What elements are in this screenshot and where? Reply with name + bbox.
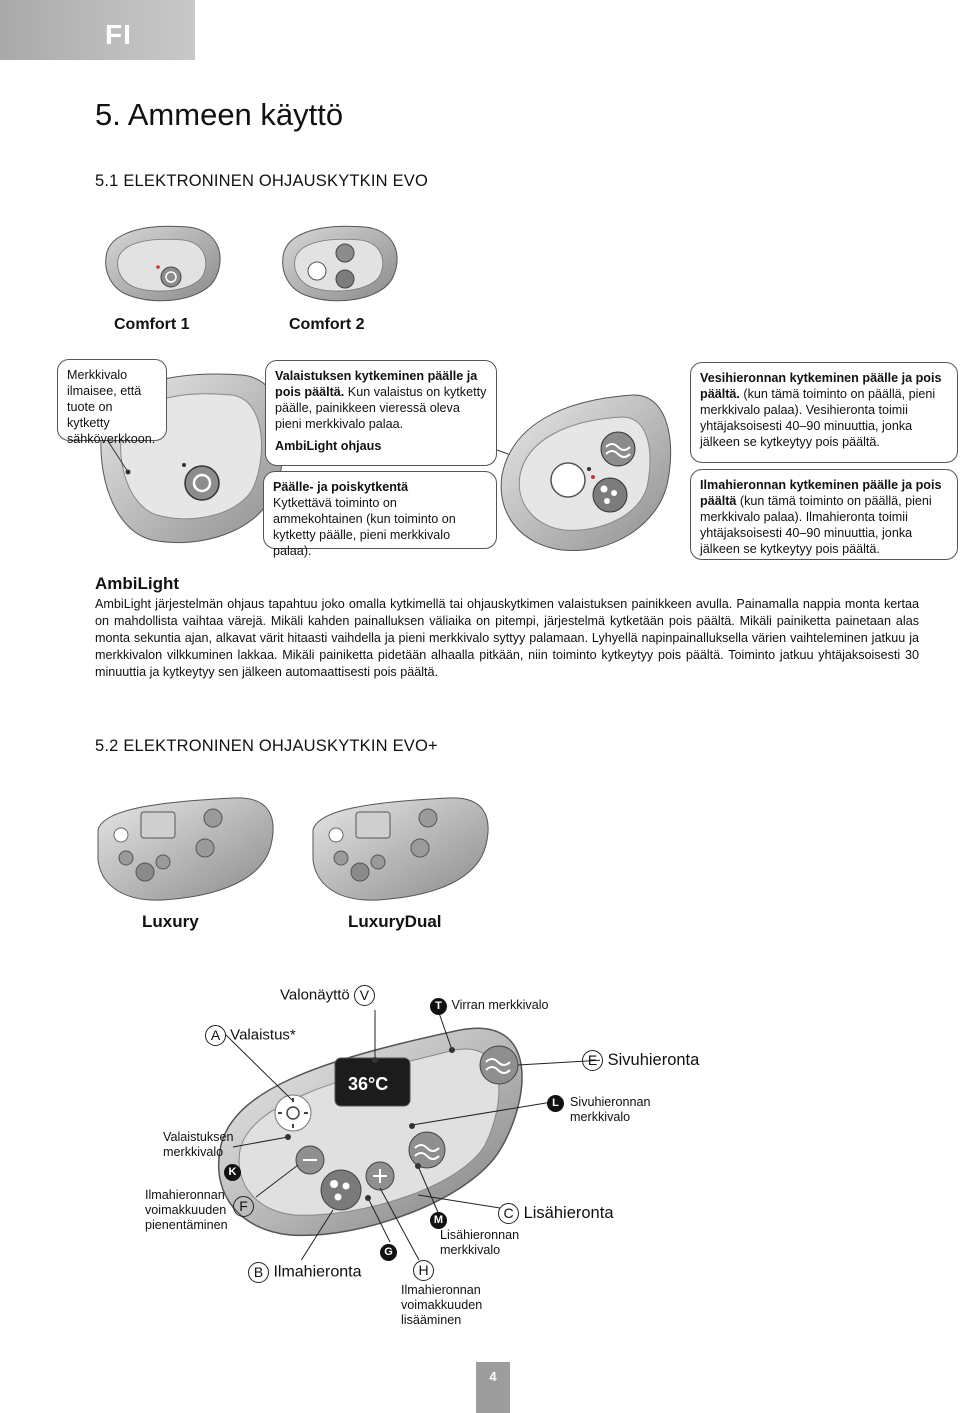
letter-b: B [248,1262,269,1283]
ambilight-text: AmbiLight järjestelmän ohjaus tapahtuu joko omalla kytkimellä tai ohjauskytkimen valaistuksen painikkeen avulla. Painamalla nappia monta kertaa on mahdollista vaihtaa värejä. Mikäli kahden painalluksen väliaika on pitempi, järjestelmä kytketään pois päältä. Mikäli painiketta painetaan alas monta sekuntia ajan, alkavat värit hitaasti vaihdella ja pieni merkkivalo syttyy palamaan. Lyhyellä napinpainalluksella värien vaihteleminen jatkuu ja merkkivalon vilkkuminen lakkaa. Mikäli painiketta pidetään alhaalla pitkään, niin toiminto kytkeytyy pois päältä. Toiminto jatkuu yhtäjaksoisesti 30 minuuttia ja kytkeytyy sen jälkeen automaattisesti pois päältä. [95,597,919,679]
display-temperature-text: 36°C [348,1074,389,1094]
callout-air-title: Ilmahieronnan kytkeminen päälle ja pois päältä [700,478,942,508]
panel-caption-comfort2: Comfort 2 [289,316,365,333]
label-f [233,1196,254,1217]
label-m-text: Lisähieronnan merkkivalo [440,1228,520,1257]
callout-onoff [263,471,497,558]
callout-lighting-title: Valaistuksen kytkeminen päälle ja pois päältä. [275,369,478,399]
label-k [224,1162,241,1181]
language-tab [0,0,195,60]
luxury-panels-illustration [93,790,503,905]
letter-g: G [380,1244,397,1261]
callout-air-body: (kun tämä toiminto on päällä, pieni merkkivalo palaa). Ilmahieronta toimii yhtäjaksoisesti 40–90 minuuttia, jonka jälkeen se kytkeytyy pois päältä. [700,494,932,556]
letter-e: E [582,1050,603,1071]
label-e [582,1050,699,1071]
label-k-text: Valaistuksen merkkivalo [163,1130,234,1159]
panel-caption-luxury: Luxury [142,912,199,931]
callout-power-indicator [57,359,167,446]
label-c-text: Lisähieronta [523,1203,614,1222]
page-number: 4 [476,1362,510,1413]
panel-caption-comfort1: Comfort 1 [114,316,190,333]
label-h [413,1260,434,1281]
ambilight-heading: AmbiLight [95,574,180,593]
label-h-text: Ilmahieronnan voimakkuuden lisääminen [401,1283,483,1327]
callout-onoff-title: Päälle- ja poiskytkentä [273,480,409,494]
section-heading-5-2: 5.2 ELEKTRONINEN OHJAUSKYTKIN EVO+ [95,737,438,755]
label-v-text: Valonäyttö [280,986,350,1004]
callout-water-body: (kun tämä toiminto on päällä, pieni merkkivalo palaa). Vesihieronta toimii yhtäjaksoisesti 40–90 minuuttia, jonka jälkeen se kytkeytyy pois päältä. [700,387,936,449]
callout-air-massage [690,469,958,560]
label-f-text: Ilmahieronnan voimakkuuden pienentäminen [145,1188,228,1232]
comfort1-panel-illustration [98,215,228,310]
label-l-text: Sivuhieronnan merkkivalo [570,1095,651,1124]
label-l [547,1095,665,1125]
letter-k: K [224,1164,241,1181]
page-title: 5. Ammeen käyttö [95,97,344,132]
label-g [380,1242,397,1261]
letter-h: H [413,1260,434,1281]
callout-water-title: Vesihieronnan kytkeminen päälle ja pois päältä. [700,371,942,401]
callout-lighting-body: Kun valaistus on kytketty päälle, painikkeen vieressä oleva pieni merkkivalo palaa. [275,385,487,431]
label-t [430,996,549,1015]
letter-c: C [498,1203,519,1224]
label-a [205,1025,296,1046]
letter-a: A [205,1025,226,1046]
callout-onoff-body: Kytkettävä toiminto on ammekohtainen (kun toiminto on kytketty päälle, pieni merkkivalo palaa). [273,496,456,558]
letter-t: T [430,998,447,1015]
comfort2-panel-illustration [275,215,405,310]
label-a-text: Valaistus* [230,1026,296,1044]
callout-lighting [265,360,497,466]
callout-power-indicator-text: Merkkivalo ilmaisee, että tuote on kytketty sähköverkkoon. [67,368,156,446]
language-code: FI [105,19,132,50]
letter-f: F [233,1196,254,1217]
callout-lighting-ambilight: AmbiLight ohjaus [275,439,382,453]
label-c [498,1203,614,1224]
label-b-text: Ilmahieronta [273,1263,362,1281]
letter-v: V [354,985,375,1006]
letter-m: M [430,1212,447,1229]
panel-caption-luxurydual: LuxuryDual [348,912,442,931]
label-b [248,1262,362,1283]
label-t-text: Virran merkkivalo [451,998,549,1012]
label-v [280,985,375,1006]
section-heading-5-1: 5.1 ELEKTRONINEN OHJAUSKYTKIN EVO [95,172,429,190]
label-m [430,1210,447,1229]
callout-water-massage [690,362,958,463]
label-e-text: Sivuhieronta [607,1050,700,1069]
letter-l: L [547,1095,564,1112]
